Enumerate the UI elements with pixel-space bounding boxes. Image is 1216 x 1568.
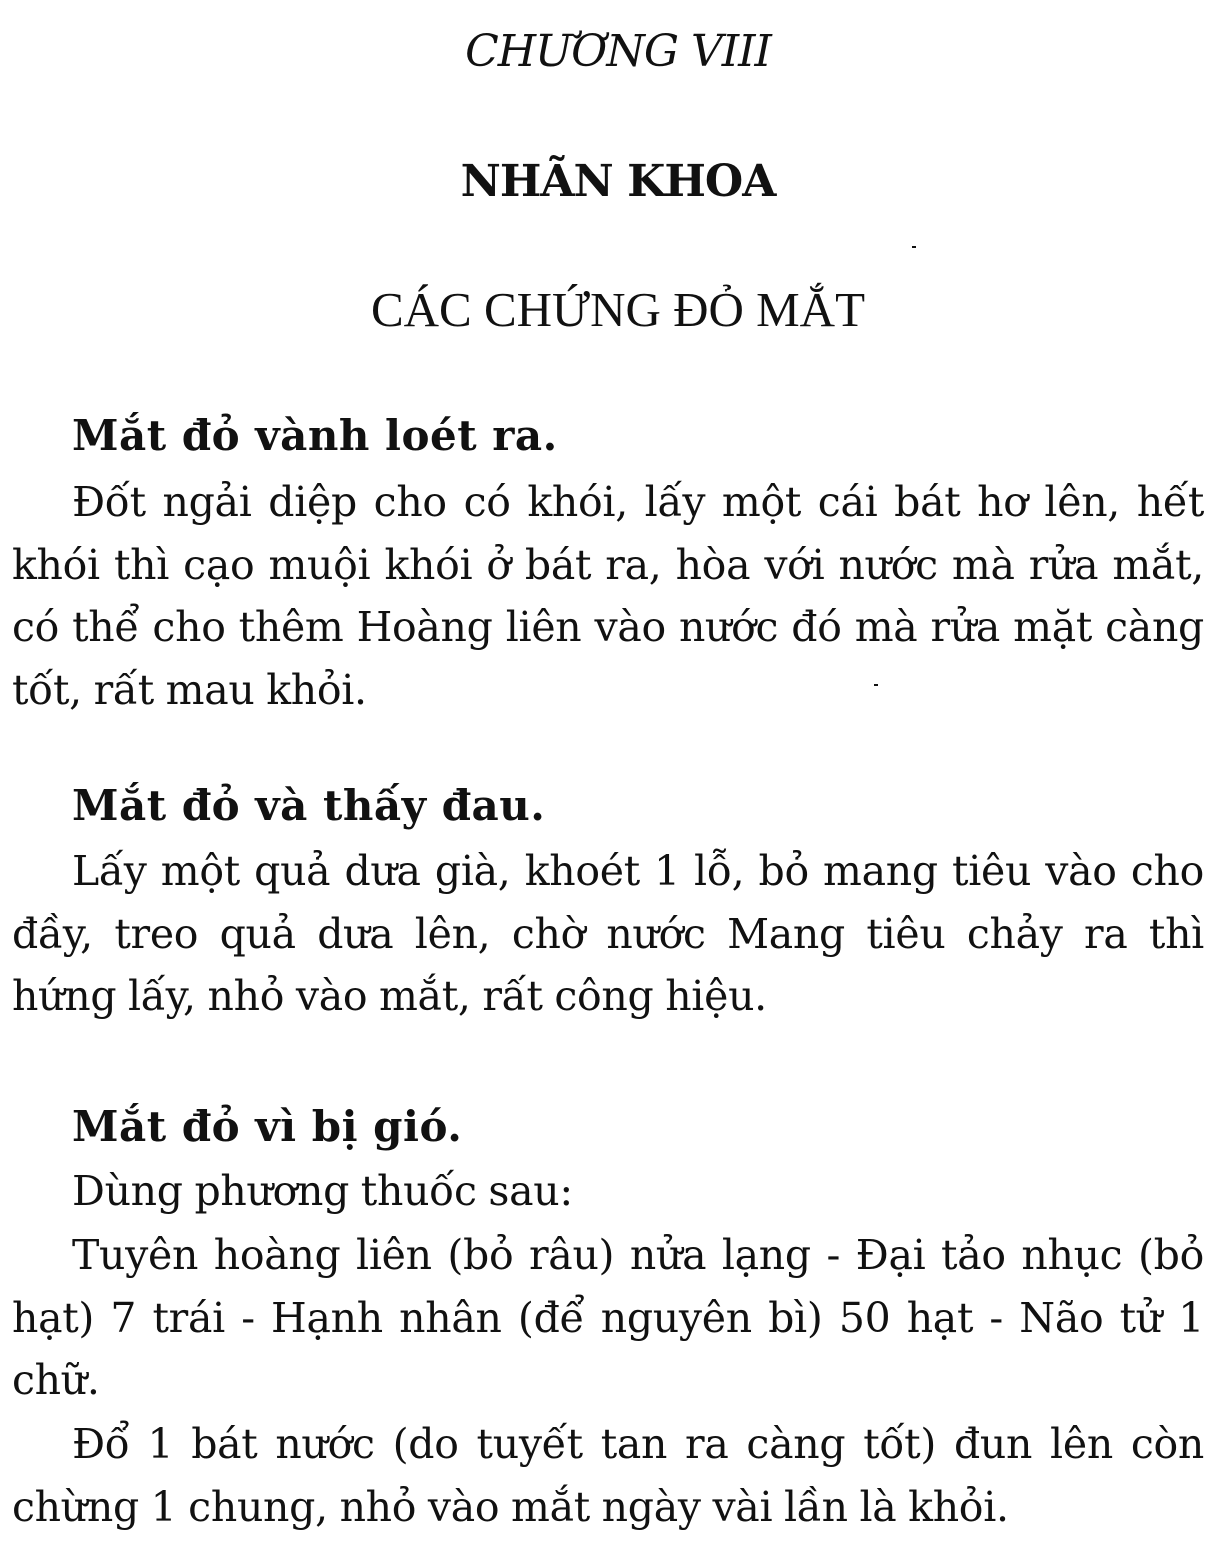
chapter-title: CHƯƠNG VIII	[465, 26, 771, 77]
entry-paragraph-3-2: Tuyên hoàng liên (bỏ râu) nửa lạng - Đại tảo nhục (bỏ hạt) 7 trái - Hạnh nhân (để nguyên bì) 50 hạt - Não tử 1 chữ.	[12, 1231, 1204, 1404]
entry-paragraph-2-1: Lấy một quả dưa già, khoét 1 lỗ, bỏ mang tiêu vào cho đầy, treo quả dưa lên, chờ nước Mang tiêu chảy ra thì hứng lấy, nhỏ vào mắt, rất công hiệu.	[12, 847, 1204, 1020]
entry-paragraph-1-1: Đốt ngải diệp cho có khói, lấy một cái bát hơ lên, hết khói thì cạo muội khói ở bát ra, hòa với nước mà rửa mắt, có thể cho thêm Hoàng liên vào nước đó mà rửa mặt càng tốt, rất mau khỏi.	[12, 478, 1204, 714]
section-title: CÁC CHỨNG ĐỎ MẮT	[370, 282, 866, 337]
entry-heading-2: Mắt đỏ và thấy đau.	[72, 781, 546, 830]
entry-heading-1: Mắt đỏ vành loét ra.	[72, 411, 558, 460]
entry-heading-3: Mắt đỏ vì bị gió.	[72, 1102, 463, 1151]
entry-paragraph-3-3: Đổ 1 bát nước (do tuyết tan ra càng tốt) đun lên còn chừng 1 chung, nhỏ vào mắt ngày vài lần là khỏi.	[12, 1420, 1204, 1531]
part-title: NHÃN KHOA	[460, 156, 776, 207]
scan-speck	[874, 684, 878, 686]
scan-speck	[912, 246, 916, 248]
entry-paragraph-3-1: Dùng phương thuốc sau:	[72, 1167, 573, 1215]
